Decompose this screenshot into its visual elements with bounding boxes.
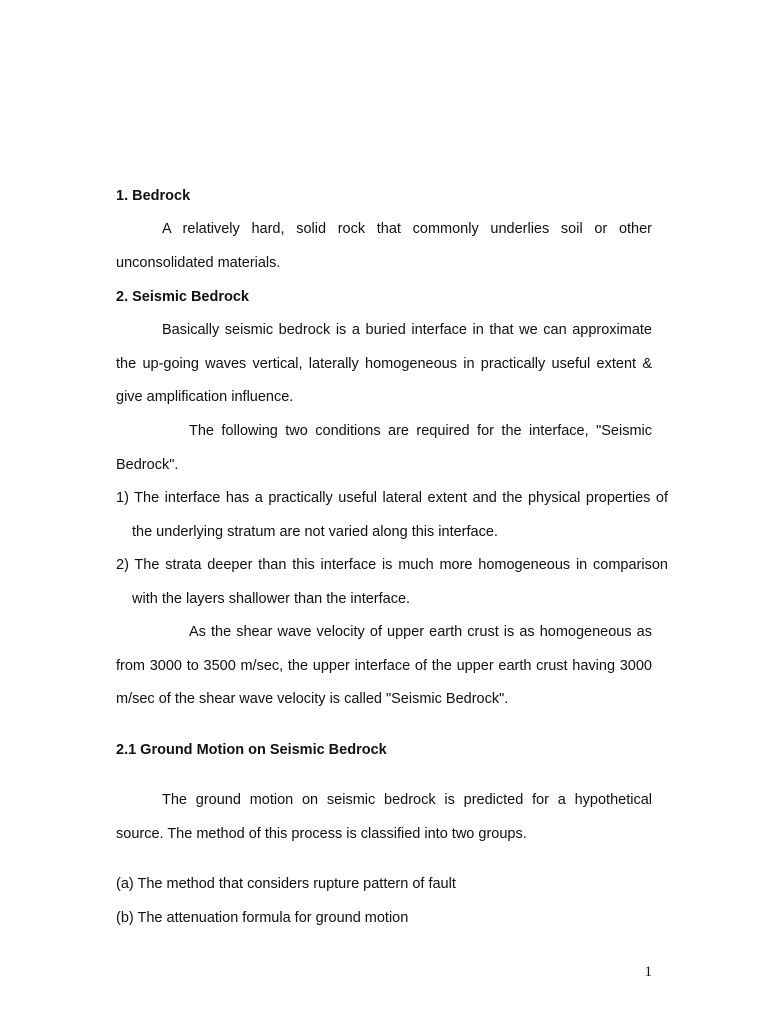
section-heading-seismic-bedrock: 2. Seismic Bedrock: [116, 289, 249, 305]
condition-item: 1) The interface has a practically useful lateral extent and the physical properties of the underlying stratum are not varied along this interface.: [116, 490, 668, 540]
bedrock-definition: A relatively hard, solid rock that commonly underlies soil or other unconsolidated materials.: [116, 221, 652, 271]
page-number: 1: [644, 964, 652, 980]
condition-item: 2) The strata deeper than this interface is much more homogeneous in comparison with the layers shallower than the interface.: [116, 557, 668, 607]
seismic-bedrock-intro: Basically seismic bedrock is a buried interface in that we can approximate the up-going waves vertical, laterally homogeneous in practically useful extent & give amplification influence.: [116, 322, 652, 405]
section-heading-ground-motion: 2.1 Ground Motion on Seismic Bedrock: [116, 742, 387, 758]
ground-motion-intro: The ground motion on seismic bedrock is predicted for a hypothetical source. The method of this process is classified into two groups.: [116, 792, 652, 842]
method-item: (a) The method that considers rupture pattern of fault: [116, 876, 456, 892]
section-heading-bedrock: 1. Bedrock: [116, 188, 191, 204]
conditions-lead: The following two conditions are required for the interface, "Seismic Bedrock".: [116, 423, 652, 473]
method-item: (b) The attenuation formula for ground motion: [116, 910, 409, 926]
shear-wave-note: As the shear wave velocity of upper earth crust is as homogeneous as from 3000 to 3500 m/sec, the upper interface of the upper earth crust having 3000 m/sec of the shear wave velocity is called "Seismic Bedrock".: [116, 624, 652, 707]
